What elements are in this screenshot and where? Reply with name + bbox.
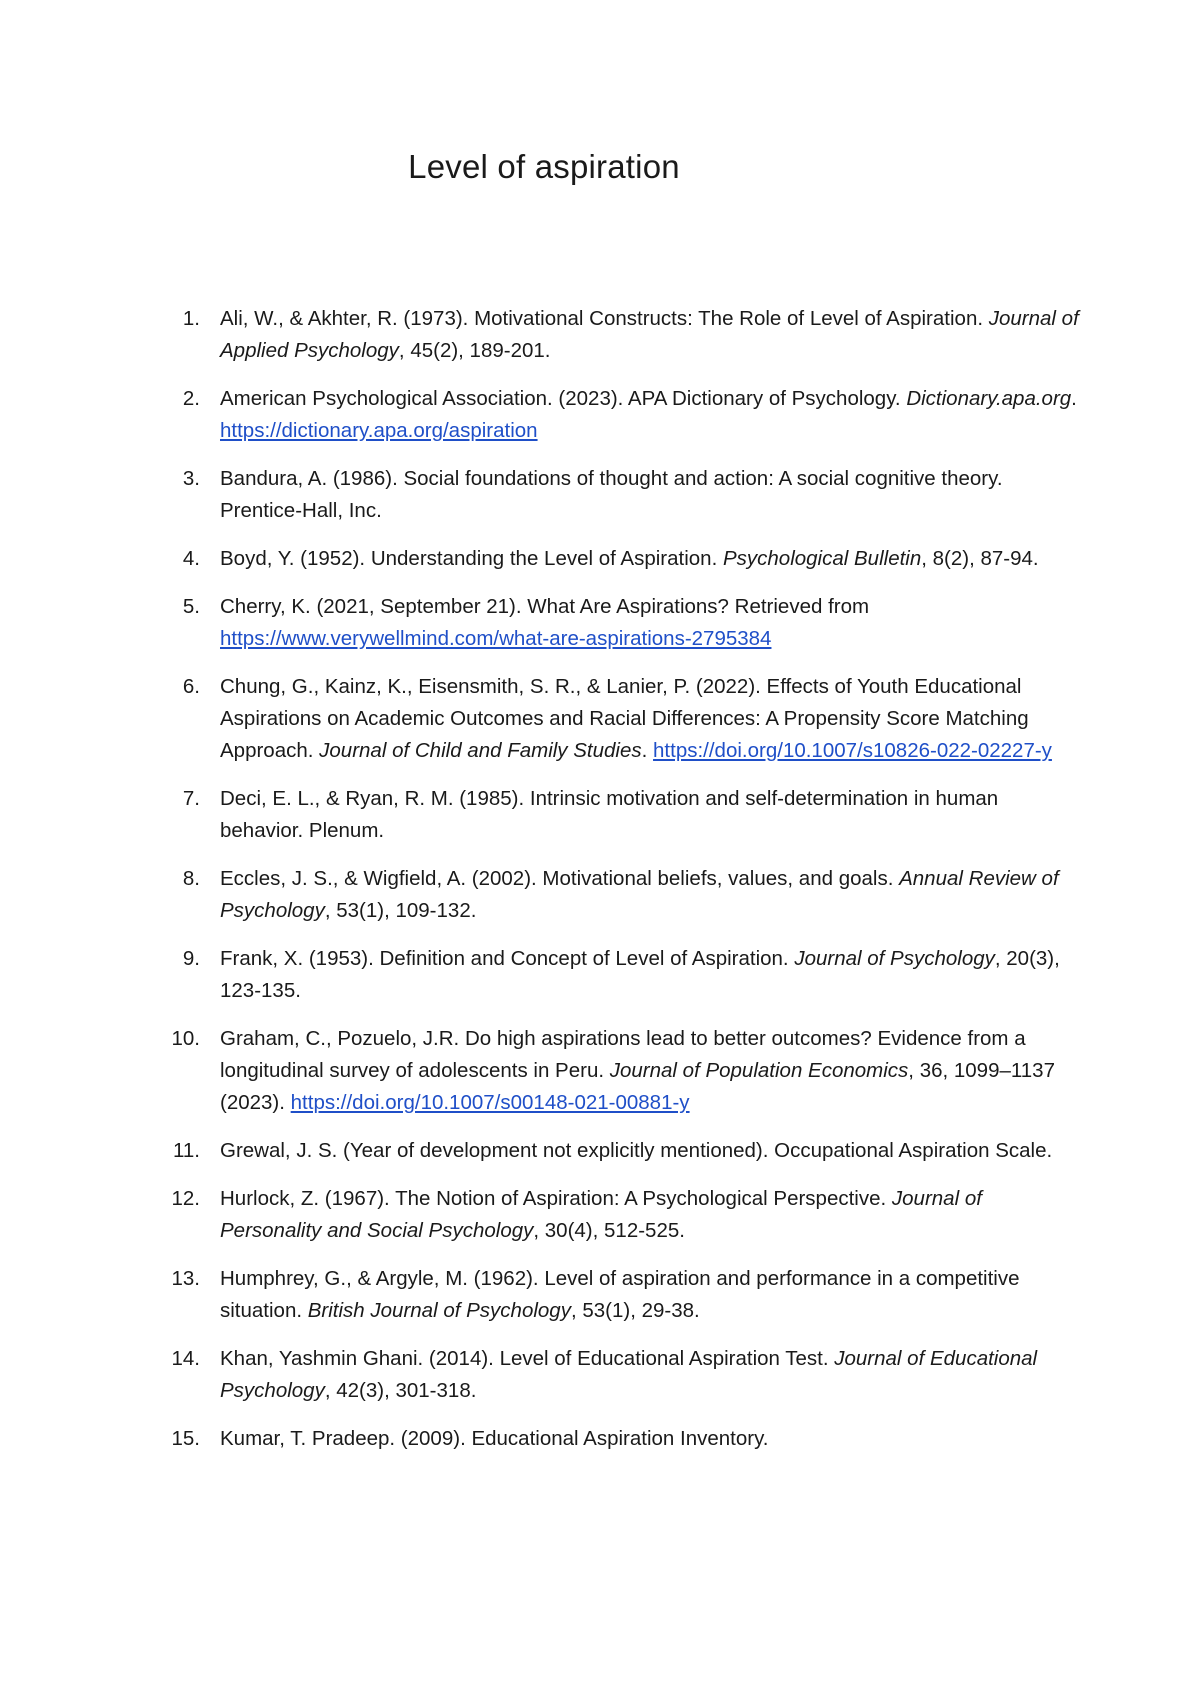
reference-journal: Psychological Bulletin — [722, 547, 922, 570]
reference-journal: Journal of Applied Psychology — [220, 307, 1079, 362]
reference-journal: Journal of Child and Family Studies — [319, 739, 642, 762]
reference-item — [160, 1023, 1080, 1119]
reference-text: Frank, X. (1953). Definition and Concept of Level of Aspiration. — [220, 947, 795, 970]
reference-number: 11. — [173, 1139, 200, 1162]
reference-item — [160, 543, 1080, 575]
reference-item — [160, 1423, 1080, 1455]
reference-list — [160, 303, 1080, 1471]
reference-link[interactable]: https://dictionary.apa.org/aspiration — [220, 419, 538, 442]
reference-journal: Journal of Educational Psychology — [220, 1347, 1038, 1402]
reference-text: Bandura, A. (1986). Social foundations of thought and action: A social cognitive theory. Prentice-Hall, Inc. — [220, 467, 1003, 522]
reference-number: 7. — [182, 787, 200, 810]
reference-item — [160, 463, 1080, 527]
reference-text: Chung, G., Kainz, K., Eisensmith, S. R., & Lanier, P. (2022). Effects of Youth Educational Aspirations on Academic Outcomes and Racial Differences: A Propensity Score Matching Approach. — [220, 675, 1029, 762]
reference-item — [160, 1183, 1080, 1247]
reference-item — [160, 671, 1080, 767]
reference-details: , 20(3), 123-135. — [220, 947, 1060, 1002]
reference-text: Cherry, K. (2021, September 21). What Are Aspirations? Retrieved from — [220, 595, 870, 618]
reference-number: 15. — [171, 1427, 200, 1450]
reference-link[interactable]: https://doi.org/10.1007/s00148-021-00881-y — [290, 1091, 690, 1114]
reference-journal: Journal of Population Economics — [609, 1059, 909, 1082]
reference-text: Hurlock, Z. (1967). The Notion of Aspiration: A Psychological Perspective. — [220, 1187, 892, 1210]
reference-number: 9. — [182, 947, 200, 970]
reference-number: 5. — [182, 595, 200, 618]
reference-link[interactable]: https://www.verywellmind.com/what-are-aspirations-2795384 — [220, 627, 772, 650]
reference-details: , 42(3), 301-318. — [324, 1379, 477, 1402]
reference-link[interactable]: https://doi.org/10.1007/s10826-022-02227-y — [653, 739, 1052, 762]
reference-text: Grewal, J. S. (Year of development not explicitly mentioned). Occupational Aspiration Scale. — [220, 1139, 1053, 1162]
reference-text: Ali, W., & Akhter, R. (1973). Motivational Constructs: The Role of Level of Aspiration. — [220, 307, 989, 330]
reference-text: Graham, C., Pozuelo, J.R. Do high aspirations lead to better outcomes? Evidence from a longitudinal survey of adolescents in Peru. — [220, 1027, 1026, 1082]
reference-text: Humphrey, G., & Argyle, M. (1962). Level of aspiration and performance in a competitive situation. — [220, 1267, 1020, 1322]
reference-details: , 8(2), 87-94. — [921, 547, 1039, 570]
reference-item — [160, 783, 1080, 847]
reference-journal: Journal of Psychology — [794, 947, 995, 970]
reference-number: 4. — [182, 547, 200, 570]
reference-details: . — [1071, 387, 1077, 410]
reference-item — [160, 1343, 1080, 1407]
reference-item — [160, 303, 1080, 367]
reference-journal: British Journal of Psychology — [307, 1299, 571, 1322]
reference-details: , 53(1), 29-38. — [570, 1299, 700, 1322]
reference-number: 8. — [182, 867, 200, 890]
reference-number: 1. — [182, 307, 200, 330]
reference-number: 2. — [182, 387, 200, 410]
reference-item — [160, 1135, 1080, 1167]
reference-item — [160, 383, 1080, 447]
reference-details: , 30(4), 512-525. — [533, 1219, 685, 1242]
reference-details: , 53(1), 109-132. — [324, 899, 477, 922]
reference-item — [160, 863, 1080, 927]
reference-text: American Psychological Association. (2023). APA Dictionary of Psychology. — [220, 387, 907, 410]
reference-number: 14. — [171, 1347, 200, 1370]
reference-text: Kumar, T. Pradeep. (2009). Educational Aspiration Inventory. — [220, 1427, 769, 1450]
reference-number: 10. — [171, 1027, 200, 1050]
reference-number: 13. — [171, 1267, 200, 1290]
reference-journal: Journal of Personality and Social Psychology — [220, 1187, 982, 1242]
reference-details: . — [641, 739, 654, 762]
reference-text: Khan, Yashmin Ghani. (2014). Level of Educational Aspiration Test. — [220, 1347, 835, 1370]
reference-item — [160, 591, 1080, 655]
reference-source: Dictionary.apa.org — [906, 387, 1072, 410]
reference-text: Deci, E. L., & Ryan, R. M. (1985). Intrinsic motivation and self-determination in human behavior. Plenum. — [220, 787, 999, 842]
reference-details: , 45(2), 189-201. — [398, 339, 551, 362]
reference-number: 3. — [182, 467, 200, 490]
reference-item — [160, 943, 1080, 1007]
reference-number: 12. — [171, 1187, 200, 1210]
reference-details: , 36, 1099–1137 (2023). — [220, 1059, 1055, 1114]
reference-text: Eccles, J. S., & Wigfield, A. (2002). Motivational beliefs, values, and goals. — [220, 867, 900, 890]
page-title: Level of aspiration — [408, 148, 680, 185]
reference-number: 6. — [182, 675, 200, 698]
reference-item — [160, 1263, 1080, 1327]
reference-text: Boyd, Y. (1952). Understanding the Level of Aspiration. — [220, 547, 723, 570]
reference-journal: Annual Review of Psychology — [220, 867, 1059, 922]
